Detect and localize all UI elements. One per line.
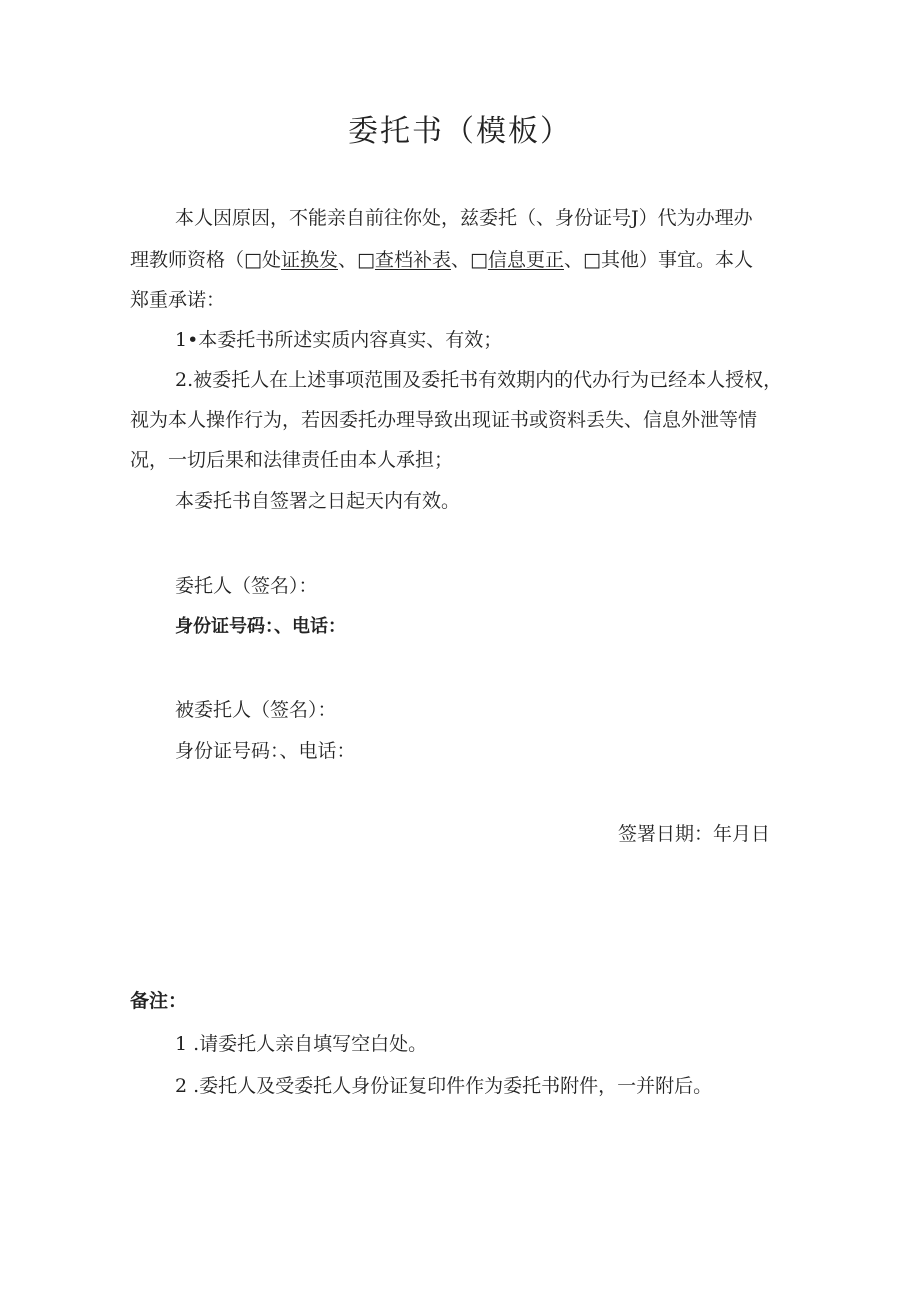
commitment-item-2-line-3: 况，一切后果和法律责任由本人承担； — [130, 449, 454, 471]
option-other: 其他 — [600, 249, 639, 271]
body-line-3: 郑重承诺： — [130, 289, 226, 311]
separator: 、 — [338, 249, 358, 271]
remark-item: 1 .请委托人亲自填写空白处。 — [175, 1033, 428, 1055]
option-archive-supplement: 查档补表 — [374, 249, 451, 271]
signing-date-label: 签署日期：年月日 — [618, 823, 771, 845]
body-line-2-end: ）事宜。本人 — [638, 249, 753, 271]
page-title: 委托书（模板） — [348, 114, 572, 149]
remarks-title: 备注： — [130, 990, 188, 1012]
option-prefix: 处 — [261, 249, 281, 271]
commitment-item-2-line-2: 视为本人操作行为，若因委托办理导致出现证书或资料丢失、信息外泄等情 — [130, 409, 758, 431]
separator: 、 — [450, 249, 470, 271]
agent-id-phone-label: 身份证号码：、电话： — [175, 740, 356, 762]
checkbox-info-correction[interactable]: □ — [470, 249, 488, 271]
commitment-item-2-line-1: 2.被委托人在上述事项范围及委托书有效期内的代办行为已经本人授权， — [175, 369, 783, 391]
checkbox-other[interactable]: □ — [582, 249, 601, 271]
commitment-item-1: 1•本委托书所述实质内容真实、有效； — [175, 329, 503, 351]
option-info-correction: 信息更正 — [487, 249, 564, 271]
principal-signature-label: 委托人（签名）： — [175, 575, 318, 597]
option-certificate-renewal: 证换发 — [280, 249, 338, 271]
body-line-2 — [130, 246, 753, 274]
separator: 、 — [563, 249, 583, 271]
checkbox-archive-supplement[interactable]: □ — [357, 249, 375, 271]
validity-statement: 本委托书自签署之日起天内有效。 — [175, 490, 461, 512]
body-line-2-start: 理教师资格（ — [130, 249, 245, 271]
checkbox-certificate-renewal[interactable]: □ — [244, 249, 262, 271]
remark-item: 2 .委托人及受委托人身份证复印件作为委托书附件，一并附后。 — [175, 1075, 713, 1097]
agent-signature-label: 被委托人（签名）： — [175, 699, 337, 721]
body-line-1: 本人因原因，不能亲自前往你处，兹委托（、身份证号J）代为办理办 — [175, 207, 753, 229]
principal-id-phone-label: 身份证号码：、电话： — [175, 616, 346, 637]
